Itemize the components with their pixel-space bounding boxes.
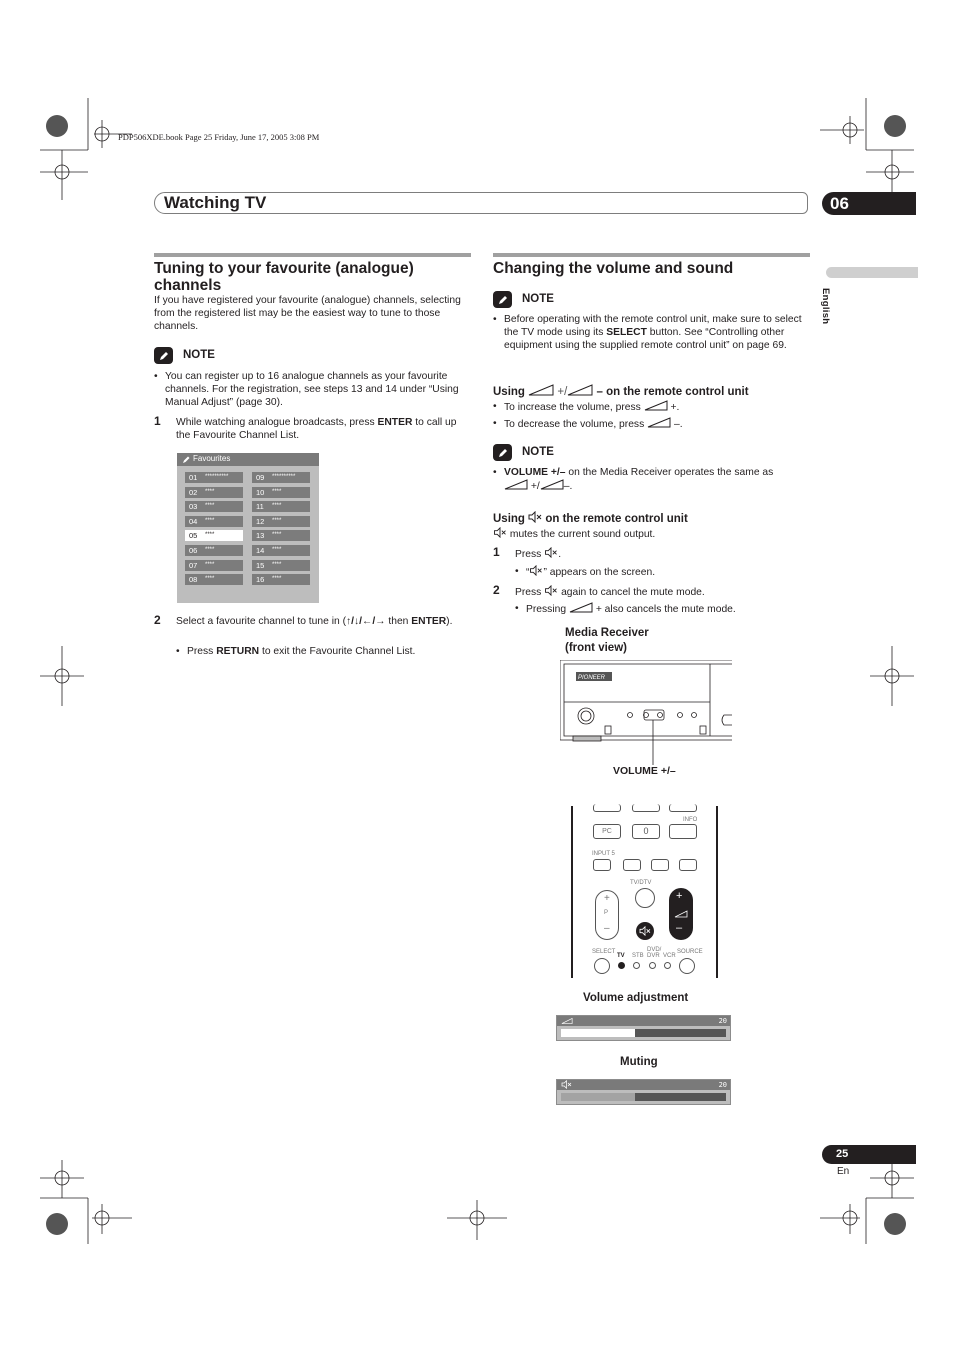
favourite-channel-item[interactable] bbox=[252, 501, 310, 512]
vol-dec-suffix: –. bbox=[673, 419, 683, 430]
left-note-item: • You can register up to 16 analogue channels as your favourite channels. For the registration, see steps 13 and 14 under “Using Manual Adjust” (page 30). bbox=[154, 371, 459, 408]
channel-name: ********** bbox=[205, 474, 229, 480]
step2-sub-pre: Press bbox=[187, 646, 217, 657]
step-number: 2 bbox=[493, 583, 500, 597]
note2-text: on the Media Receiver operates the same as bbox=[565, 467, 774, 478]
heading-pre: Using bbox=[493, 386, 525, 398]
step2-pre: Select a favourite channel to tune in ( bbox=[176, 616, 347, 627]
mute-icon bbox=[493, 527, 507, 538]
channel-name: **** bbox=[272, 517, 282, 524]
channel-number: 10 bbox=[256, 487, 265, 497]
left-intro: If you have registered your favourite (analogue) channels, selecting from the registered list may be the easiest way to tune to those channels. bbox=[154, 295, 461, 332]
volume-level-bar bbox=[561, 1029, 635, 1037]
channel-name: **** bbox=[272, 503, 282, 510]
input5-button bbox=[593, 859, 611, 871]
right-section-rule bbox=[493, 253, 810, 257]
tv-label: TV bbox=[617, 953, 625, 959]
favourite-channel-item[interactable] bbox=[185, 487, 243, 498]
channel-name: **** bbox=[272, 547, 282, 553]
favourites-screen bbox=[177, 453, 319, 603]
heading-post: on the remote control unit bbox=[545, 513, 688, 525]
stb-label: STB bbox=[632, 953, 644, 959]
info-label: INFO bbox=[683, 817, 698, 823]
remote-button bbox=[632, 804, 660, 812]
tvdtv-button bbox=[635, 888, 655, 908]
mstep1-sub-post: ” appears on the screen. bbox=[543, 567, 656, 578]
favourite-channel-item[interactable] bbox=[185, 472, 243, 483]
dvr-label: DVR bbox=[647, 953, 660, 959]
mstep2-sub-post: + also cancels the mute mode. bbox=[595, 604, 736, 615]
select-button bbox=[594, 958, 610, 974]
tv-indicator bbox=[618, 962, 625, 969]
book-info: PDP506XDE.book Page 25 Friday, June 17, 2005 3:08 PM bbox=[118, 132, 320, 142]
using-mute-heading bbox=[493, 511, 688, 525]
mstep1-post: . bbox=[558, 549, 562, 560]
mute-step1 bbox=[515, 547, 561, 561]
channel-name: **** bbox=[205, 532, 215, 539]
right-note2-item: • VOLUME +/– on the Media Receiver operates the same as +/ –. bbox=[493, 467, 774, 492]
note1-post: button. See “Controlling other equipment using the supplied remote control unit” on page 69. bbox=[504, 327, 787, 351]
volume-icon bbox=[647, 417, 671, 428]
mstep2-sub-pre: Pressing bbox=[526, 604, 567, 615]
channel-rocker: + P – bbox=[595, 890, 619, 940]
volume-icon bbox=[644, 400, 668, 411]
receiver-caption-line1: Media Receiver bbox=[565, 627, 649, 639]
p-label: P bbox=[604, 910, 609, 916]
favourites-title: Favourites bbox=[193, 454, 231, 463]
receiver-caption bbox=[565, 626, 649, 656]
channel-number: 11 bbox=[256, 502, 264, 512]
mute-icon bbox=[639, 926, 651, 936]
channel-name: **** bbox=[272, 488, 282, 495]
vol-dec-text: To decrease the volume, press bbox=[504, 419, 645, 430]
left-step1-text bbox=[176, 416, 472, 442]
channel-number: 06 bbox=[189, 546, 198, 555]
language-tab bbox=[826, 267, 918, 278]
favourite-channel-item[interactable] bbox=[185, 516, 243, 527]
mstep2-post: again to cancel the mute mode. bbox=[561, 587, 705, 598]
remote-button bbox=[679, 859, 697, 871]
channel-number: 15 bbox=[256, 560, 265, 570]
favourite-channel-item[interactable] bbox=[252, 487, 310, 498]
left-section-title: Tuning to your favourite (analogue) channels bbox=[154, 260, 414, 294]
mute-icon bbox=[544, 585, 558, 596]
chapter-number: 06 bbox=[822, 192, 916, 215]
channel-number: 02 bbox=[189, 487, 198, 497]
remote-button bbox=[669, 804, 697, 812]
enter-key: ENTER bbox=[411, 616, 447, 627]
channel-number: 14 bbox=[256, 546, 265, 555]
volume-decrease-item: • To decrease the volume, press –. bbox=[493, 418, 683, 430]
remote-button bbox=[651, 859, 669, 871]
remote-button bbox=[623, 859, 641, 871]
muting-level-bar bbox=[561, 1093, 635, 1101]
favourite-channel-item[interactable] bbox=[252, 530, 310, 541]
mute-desc-text: mutes the current sound output. bbox=[509, 529, 656, 540]
heading-pre: Using bbox=[493, 513, 525, 525]
mute-icon bbox=[528, 511, 542, 523]
volume-icon bbox=[567, 384, 593, 396]
favourite-channel-item[interactable] bbox=[185, 545, 243, 556]
receiver-caption-line2: (front view) bbox=[565, 642, 627, 654]
select-key: SELECT bbox=[606, 327, 647, 338]
muting-caption: Muting bbox=[620, 1056, 658, 1068]
step-number: 1 bbox=[154, 414, 161, 428]
channel-name: **** bbox=[205, 488, 215, 495]
volume-icon bbox=[569, 602, 593, 613]
channel-number: 01 bbox=[189, 473, 198, 482]
volume-rocker: + – bbox=[669, 888, 693, 940]
page-language: En bbox=[837, 1166, 850, 1177]
mstep1-pre: Press bbox=[515, 549, 542, 560]
favourite-channel-item[interactable] bbox=[252, 516, 310, 527]
favourite-channel-item[interactable] bbox=[185, 530, 243, 541]
note-label: NOTE bbox=[522, 446, 554, 458]
zero-button: 0 bbox=[632, 824, 660, 839]
channel-name: **** bbox=[272, 561, 282, 568]
dvd-indicator bbox=[649, 962, 656, 969]
volume-osd bbox=[556, 1015, 731, 1041]
page-title: Watching TV bbox=[164, 193, 267, 212]
volume-increase-item: • To increase the volume, press +. bbox=[493, 401, 680, 413]
right-section-title: Changing the volume and sound bbox=[493, 260, 734, 277]
mute-description bbox=[493, 527, 655, 541]
note-icon bbox=[154, 347, 173, 364]
using-volume-heading bbox=[493, 384, 749, 398]
step2-mid: then bbox=[385, 616, 412, 627]
note-icon bbox=[493, 444, 512, 461]
favourite-channel-item[interactable] bbox=[185, 560, 243, 571]
note2-plus: +/ bbox=[530, 481, 540, 492]
favourite-channel-item[interactable] bbox=[252, 560, 310, 571]
note-icon bbox=[493, 291, 512, 308]
note-label: NOTE bbox=[522, 293, 554, 305]
note1-pre: Before operating with the remote control unit, make sure to select the TV mode using its bbox=[504, 314, 802, 338]
channel-name: **** bbox=[272, 576, 282, 583]
vcr-indicator bbox=[664, 962, 671, 969]
select-label: SELECT bbox=[592, 949, 616, 955]
mute-step2 bbox=[515, 585, 705, 599]
source-button bbox=[679, 958, 695, 974]
step-number: 2 bbox=[154, 613, 161, 627]
volume-icon bbox=[561, 1017, 573, 1025]
channel-number: 07 bbox=[189, 560, 198, 570]
mute-icon bbox=[561, 1080, 572, 1089]
volume-adjustment-caption: Volume adjustment bbox=[583, 992, 689, 1004]
stb-indicator bbox=[633, 962, 640, 969]
channel-name: **** bbox=[205, 517, 215, 524]
channel-number: 05 bbox=[189, 531, 198, 541]
channel-number: 08 bbox=[189, 575, 198, 585]
svg-text:PIONEER: PIONEER bbox=[578, 675, 606, 681]
step1-pre: While watching analogue broadcasts, press bbox=[176, 417, 378, 428]
tvdtv-label: TV/DTV bbox=[630, 880, 652, 886]
mute-step1-sub: • “ ” appears on the screen. bbox=[515, 566, 656, 578]
remote-button bbox=[593, 804, 621, 812]
muting-value: 20 bbox=[718, 1081, 727, 1089]
left-section-rule bbox=[154, 253, 471, 257]
left-step2-sub: • Press RETURN to exit the Favourite Channel List. bbox=[176, 646, 416, 657]
channel-number: 12 bbox=[256, 516, 265, 526]
channel-number: 13 bbox=[256, 531, 265, 541]
favourite-channel-item[interactable] bbox=[252, 472, 310, 483]
vol-inc-suffix: +. bbox=[670, 402, 680, 413]
volume-icon bbox=[540, 479, 564, 490]
vcr-label: VCR bbox=[663, 953, 676, 959]
page-number: 25 bbox=[822, 1145, 916, 1164]
channel-number: 09 bbox=[256, 473, 265, 482]
heading-post: – on the remote control unit bbox=[596, 386, 749, 398]
favourite-channel-item[interactable] bbox=[252, 545, 310, 556]
note2-minus: –. bbox=[563, 481, 573, 492]
left-note-text: You can register up to 16 analogue channels as your favourite channels. For the registration, see steps 13 and 14 under “Using Manual Adjust” (page 30). bbox=[165, 371, 459, 408]
step2-post: ). bbox=[446, 616, 453, 627]
mute-step2-sub: • Pressing + also cancels the mute mode. bbox=[515, 603, 736, 615]
enter-key: ENTER bbox=[377, 417, 413, 428]
vol-inc-text: To increase the volume, press bbox=[504, 402, 641, 413]
favourite-channel-item[interactable] bbox=[185, 574, 243, 585]
channel-name: ********** bbox=[272, 474, 296, 480]
step1-post: to call up the Favourite Channel List. bbox=[176, 417, 457, 441]
channel-number: 16 bbox=[256, 575, 265, 585]
channel-name: **** bbox=[272, 532, 282, 539]
favourites-title-bar bbox=[177, 453, 319, 466]
mstep2-pre: Press bbox=[515, 587, 542, 598]
channel-name: **** bbox=[205, 561, 215, 568]
dvd-label: DVD/ bbox=[647, 947, 662, 953]
channel-number: 03 bbox=[189, 502, 198, 512]
favourite-channel-item[interactable] bbox=[252, 574, 310, 585]
volume-key: VOLUME +/– bbox=[504, 467, 566, 478]
step-number: 1 bbox=[493, 545, 500, 559]
volume-value: 20 bbox=[718, 1017, 727, 1025]
channel-name: **** bbox=[205, 547, 215, 553]
remote-control-illustration bbox=[571, 806, 718, 978]
channel-name: **** bbox=[205, 576, 215, 583]
mstep1-sub-pre: “ bbox=[526, 567, 530, 578]
volume-icon bbox=[504, 479, 528, 490]
source-label: SOURCE bbox=[677, 949, 703, 955]
heading-mid: +/ bbox=[557, 386, 568, 398]
right-note1-item: • Before operating with the remote control unit, make sure to select the TV mode using its SELECT button. See “Controlling other equipment using the supplied remote control unit” on page 69. bbox=[493, 314, 802, 351]
step2-sub-post: to exit the Favourite Channel List. bbox=[259, 646, 416, 657]
muting-osd bbox=[556, 1079, 731, 1105]
channel-name: **** bbox=[205, 503, 215, 510]
info-button bbox=[669, 824, 697, 839]
input5-label: INPUT 5 bbox=[592, 851, 615, 857]
note-label: NOTE bbox=[183, 349, 215, 361]
left-step2-text bbox=[176, 615, 472, 628]
mute-icon bbox=[529, 565, 543, 576]
pc-button: PC bbox=[593, 824, 621, 839]
language-label: English bbox=[820, 288, 831, 325]
mute-icon bbox=[544, 547, 558, 558]
mute-button bbox=[636, 922, 654, 940]
favourite-channel-item[interactable] bbox=[185, 501, 243, 512]
channel-number: 04 bbox=[189, 516, 198, 526]
arrow-keys: ↑/↓/←/→ bbox=[346, 616, 386, 627]
volume-icon bbox=[528, 384, 554, 396]
volume-control-label: VOLUME +/– bbox=[613, 765, 676, 777]
pencil-icon bbox=[182, 455, 191, 464]
return-key: RETURN bbox=[216, 646, 260, 657]
